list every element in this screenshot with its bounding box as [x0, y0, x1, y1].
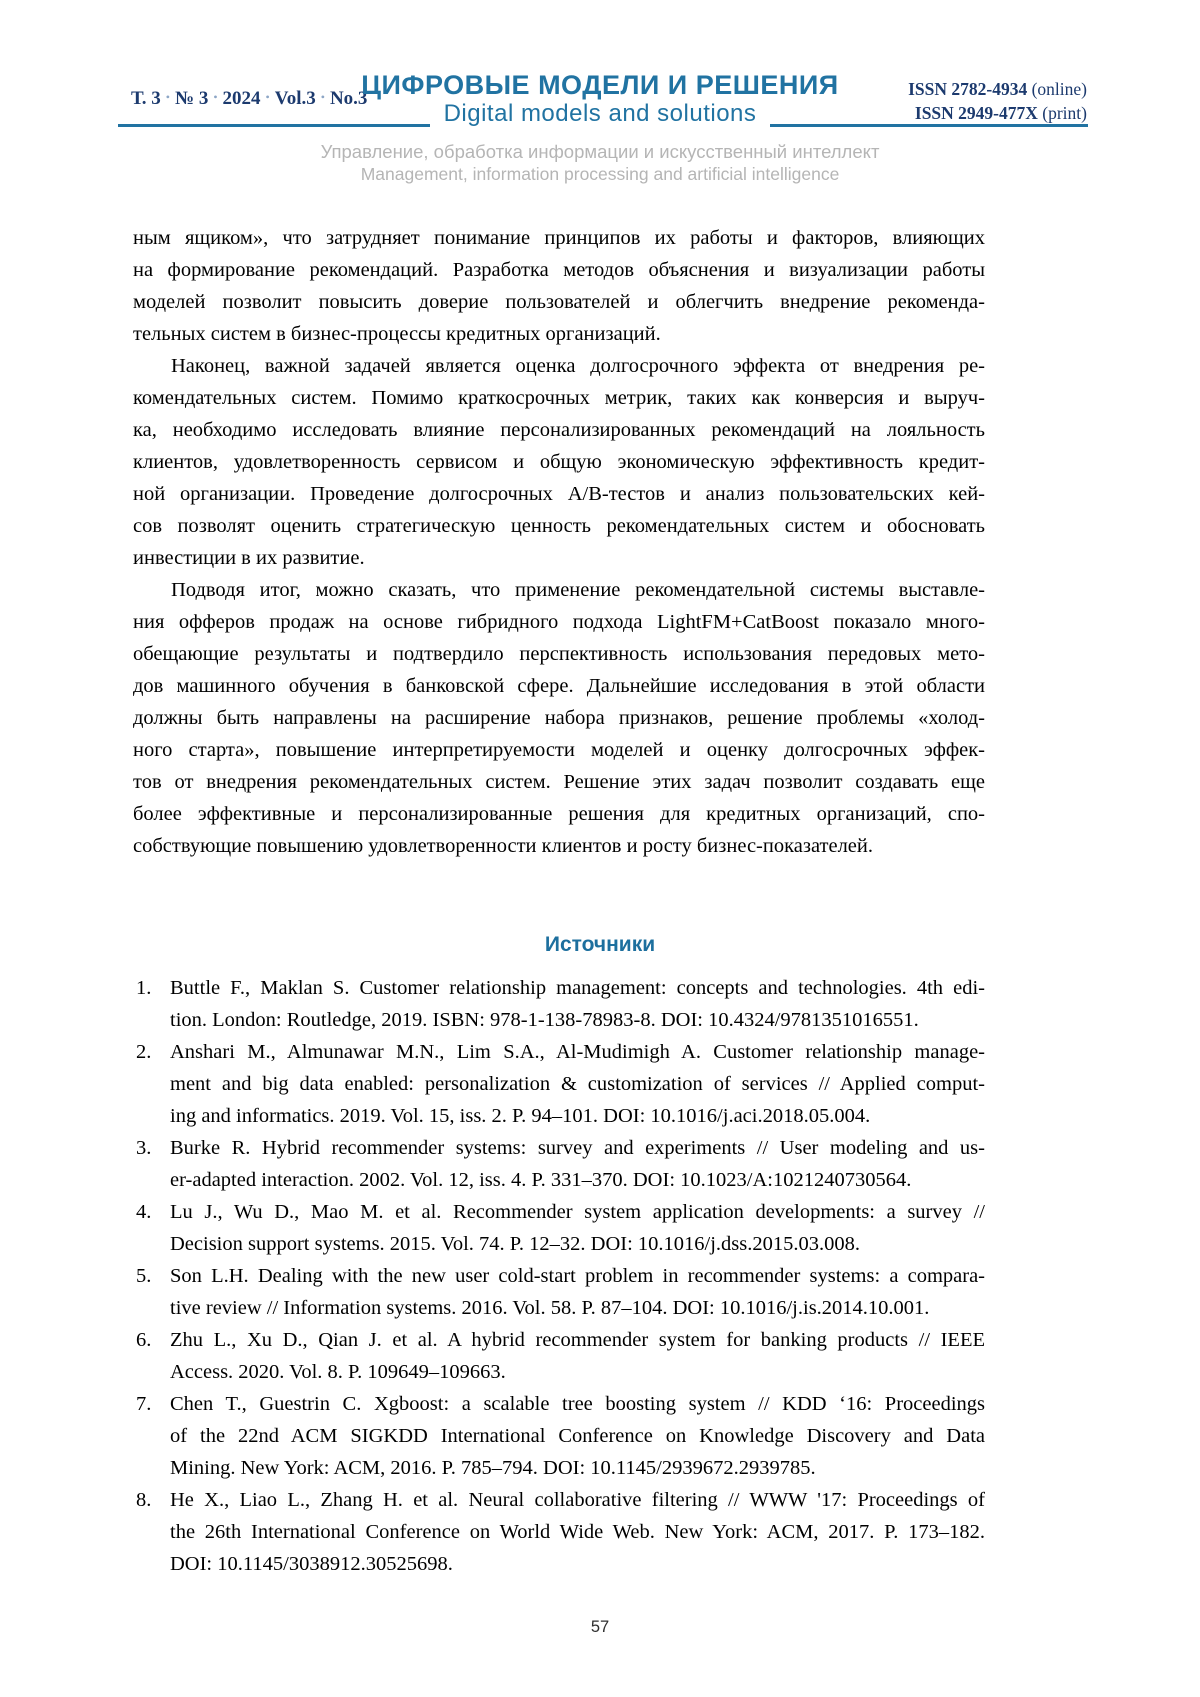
journal-title-ru: ЦИФРОВЫЕ МОДЕЛИ И РЕШЕНИЯ — [361, 70, 839, 100]
reference-item — [133, 1132, 985, 1196]
reference-line: the 26th International Conference on World Wide Web. New York: ACM, 2017. P. 173–182. — [170, 1521, 985, 1543]
paragraph-line: сов позволят оценить стратегическую ценность рекомендательных систем и обосновать — [133, 515, 985, 537]
reference-item — [133, 972, 985, 1036]
paragraph-line: Подводя итог, можно сказать, что применение рекомендательной системы выставле- — [171, 579, 985, 601]
reference-item — [133, 1388, 985, 1484]
paragraph-line: собствующие повышению удовлетворенности клиентов и росту бизнес-показателей. — [133, 835, 873, 857]
reference-line: tive review // Information systems. 2016. Vol. 58. P. 87–104. DOI: 10.1016/j.is.2014.10.001. — [170, 1297, 930, 1319]
reference-number: 5. — [136, 1265, 152, 1287]
reference-item — [133, 1036, 985, 1132]
reference-line: Burke R. Hybrid recommender systems: survey and experiments // User modeling and us- — [170, 1137, 985, 1159]
paragraph-line: ния офферов продаж на основе гибридного подхода LightFM+CatBoost показало много- — [133, 611, 985, 633]
volume-segment: Vol.3 — [274, 88, 316, 109]
volume-segment: Т. 3 — [131, 88, 161, 109]
reference-number: 1. — [136, 977, 152, 999]
reference-line: Anshari M., Almunawar M.N., Lim S.A., Al-Mudimigh A. Customer relationship manage- — [170, 1041, 985, 1063]
reference-line: Chen T., Guestrin C. Xgboost: a scalable tree boosting system // KDD ‘16: Proceedings — [170, 1393, 985, 1415]
separator-dot-icon: • — [320, 90, 325, 104]
reference-line: ing and informatics. 2019. Vol. 15, iss. 2. P. 94–101. DOI: 10.1016/j.aci.2018.05.004. — [170, 1105, 871, 1127]
sources-heading: Источники — [544, 933, 656, 956]
reference-line: Decision support systems. 2015. Vol. 74. P. 12–32. DOI: 10.1016/j.dss.2015.03.008. — [170, 1233, 861, 1255]
reference-number: 7. — [136, 1393, 152, 1415]
issn-row — [908, 77, 1087, 101]
paragraph-line: дов машинного обучения в банковской сфере. Дальнейшие исследования в этой области — [133, 675, 985, 697]
references-list — [133, 972, 985, 1580]
page-number: 57 — [590, 1618, 610, 1636]
reference-line: Access. 2020. Vol. 8. P. 109649–109663. — [170, 1361, 506, 1383]
section-subtitle-block — [0, 140, 1200, 186]
reference-number: 8. — [136, 1489, 152, 1511]
paragraph-line: на формирование рекомендаций. Разработка методов объяснения и визуализации работы — [133, 259, 985, 281]
separator-dot-icon: • — [165, 90, 170, 104]
article-body — [133, 222, 985, 862]
reference-line: Lu J., Wu D., Mao M. et al. Recommender system application developments: a survey // — [170, 1201, 985, 1223]
reference-number: 3. — [136, 1137, 152, 1159]
volume-segment: № 3 — [174, 88, 209, 109]
paragraph-line: инвестиции в их развитие. — [133, 547, 365, 569]
section-subtitle-ru: Управление, обработка информации и искусственный интеллект — [320, 141, 880, 162]
reference-item — [133, 1196, 985, 1260]
volume-segment: No.3 — [329, 88, 368, 109]
paragraph-line: ного старта», повышение интерпретируемости моделей и оценку долгосрочных эффек- — [133, 739, 985, 761]
reference-item — [133, 1484, 985, 1580]
paragraph-line: должны быть направлены на расширение набора признаков, решение проблемы «холод- — [133, 707, 985, 729]
reference-line: tion. London: Routledge, 2019. ISBN: 978-1-138-78983-8. DOI: 10.4324/9781351016551. — [170, 1009, 919, 1031]
reference-number: 2. — [136, 1041, 152, 1063]
reference-number: 6. — [136, 1329, 152, 1351]
issn-label: (print) — [1037, 103, 1087, 123]
issn-row — [908, 101, 1087, 125]
reference-line: DOI: 10.1145/3038912.30525698. — [170, 1553, 453, 1575]
reference-line: Buttle F., Maklan S. Customer relationship management: concepts and technologies. 4th edi- — [170, 977, 985, 999]
paragraph-line: ной организации. Проведение долгосрочных А/В-тестов и анализ пользовательских кей- — [133, 483, 985, 505]
reference-line: Son L.H. Dealing with the new user cold-start problem in recommender systems: a compara- — [170, 1265, 985, 1287]
paragraph-line: Наконец, важной задачей является оценка долгосрочного эффекта от внедрения ре- — [171, 355, 985, 377]
paragraph-line: комендательных систем. Помимо краткосрочных метрик, таких как конверсия и выруч- — [133, 387, 985, 409]
reference-line: Zhu L., Xu D., Qian J. et al. A hybrid recommender system for banking products // IEEE — [170, 1329, 985, 1351]
paragraph-line: ным ящиком», что затрудняет понимание принципов их работы и факторов, влияющих — [133, 227, 985, 249]
section-subtitle-en: Management, information processing and artificial intelligence — [360, 164, 840, 184]
paragraph-line: обещающие результаты и подтвердило перспективность использования передовых мето- — [133, 643, 985, 665]
separator-dot-icon: • — [265, 90, 270, 104]
reference-item — [133, 1260, 985, 1324]
paragraph-line: клиентов, удовлетворенность сервисом и общую экономическую эффективность кредит- — [133, 451, 985, 473]
reference-line: He X., Liao L., Zhang H. et al. Neural collaborative filtering // WWW '17: Proceedings of — [170, 1489, 985, 1511]
paragraph-line: моделей позволит повысить доверие пользователей и облегчить внедрение рекоменда- — [133, 291, 985, 313]
issn-block — [908, 77, 1087, 125]
issn-code: ISSN 2782-4934 — [908, 79, 1028, 99]
journal-title-en: Digital models and solutions — [430, 100, 771, 128]
reference-line: ment and big data enabled: personalization & customization of services // Applied comput- — [170, 1073, 985, 1095]
reference-line: of the 22nd ACM SIGKDD International Conference on Knowledge Discovery and Data — [170, 1425, 985, 1447]
reference-item — [133, 1324, 985, 1388]
paragraph-line: тельных систем в бизнес-процессы кредитных организаций. — [133, 323, 661, 345]
issn-code: ISSN 2949-477X — [914, 103, 1038, 123]
paragraph-line: ка, необходимо исследовать влияние персонализированных рекомендаций на лояльность — [133, 419, 985, 441]
reference-number: 4. — [136, 1201, 152, 1223]
page-header — [0, 0, 1200, 200]
volume-segment: 2024 — [222, 88, 261, 109]
paragraph-line: тов от внедрения рекомендательных систем. Решение этих задач позволит создавать еще — [133, 771, 985, 793]
paragraph-line: более эффективные и персонализированные решения для кредитных организаций, спо- — [133, 803, 985, 825]
reference-line: Mining. New York: ACM, 2016. P. 785–794. DOI: 10.1145/2939672.2939785. — [170, 1457, 816, 1479]
issn-label: (online) — [1027, 79, 1087, 99]
separator-dot-icon: • — [213, 90, 218, 104]
reference-line: er-adapted interaction. 2002. Vol. 12, iss. 4. P. 331–370. DOI: 10.1023/A:1021240730564. — [170, 1169, 912, 1191]
